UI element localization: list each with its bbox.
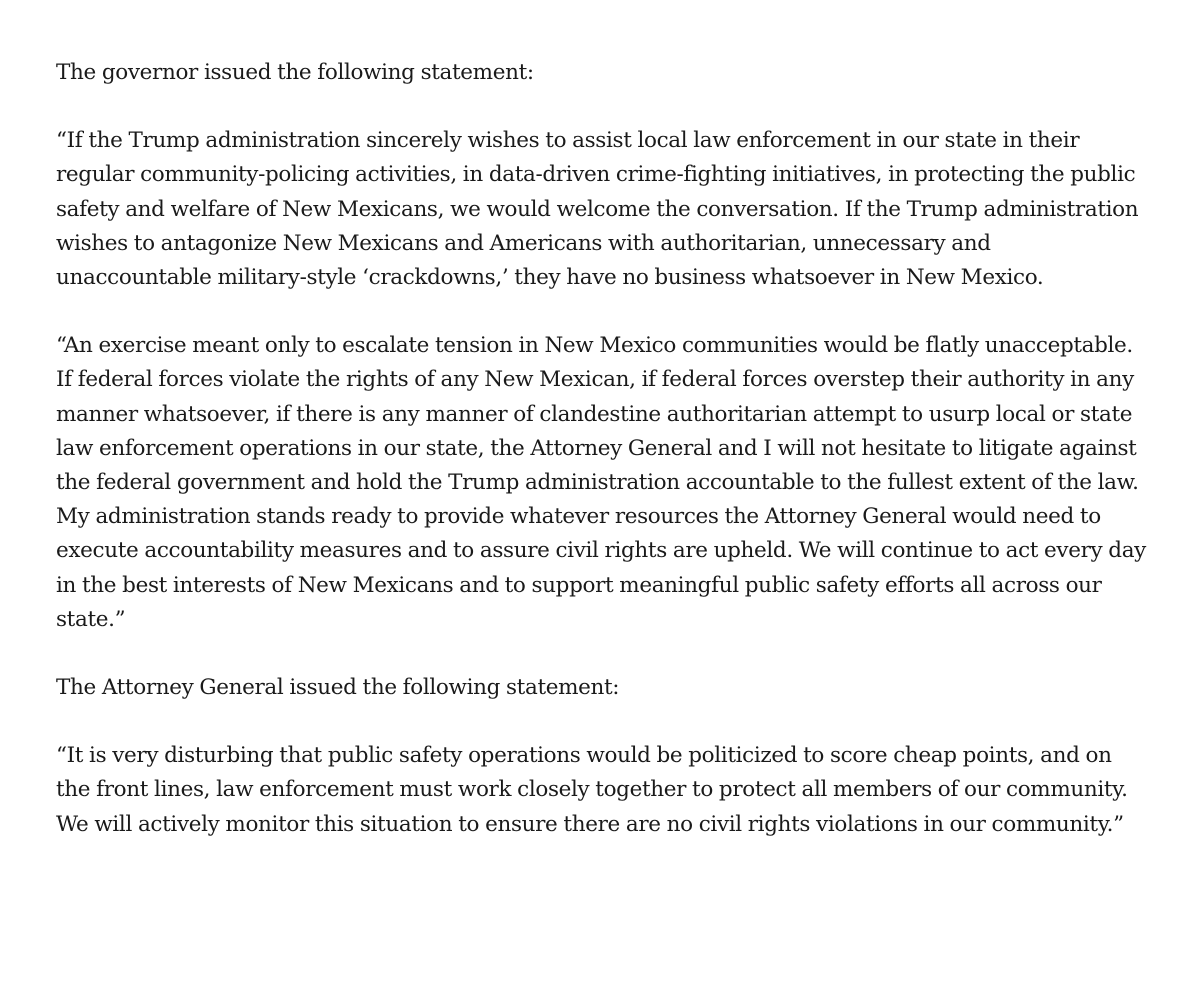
governor-statement-paragraph-2: “An exercise meant only to escalate tension in New Mexico communities would be flatly unacceptable. If federal forces violate the rights of any New Mexican, if federal forces overstep their authority in any manner whatsoever, if there is any manner of clandestine authoritarian attempt to usurp local or state law enforcement operations in our state, the Attorney General and I will not hesitate to litigate against the federal government and hold the Trump administration accountable to the fullest extent of the law. My administration stands ready to provide whatever resources the Attorney General would need to execute accountability measures and to assure civil rights are upheld. We will continue to act every day in the best interests of New Mexicans and to support meaningful public safety efforts all across our state.” <box>56 333 1146 632</box>
governor-statement-paragraph-1: “If the Trump administration sincerely wishes to assist local law enforcement in our state in their regular community-policing activities, in data-driven crime-fighting initiatives, in protecting the public safety and welfare of New Mexicans, we would welcome the conversation. If the Trump administration wishes to antagonize New Mexicans and Americans with authoritarian, unnecessary and unaccountable military-style ‘crackdowns,’ they have no business whatsoever in New Mexico. <box>56 128 1139 291</box>
attorney-general-statement-paragraph: “It is very disturbing that public safety operations would be politicized to score cheap points, and on the front lines, law enforcement must work closely together to protect all members of our community. We will actively monitor this situation to ensure there are no civil rights violations in our community.” <box>56 743 1128 837</box>
article-body <box>56 56 1146 876</box>
attorney-general-intro-paragraph: The Attorney General issued the following statement: <box>56 675 620 701</box>
governor-intro-paragraph: The governor issued the following statement: <box>56 60 534 85</box>
